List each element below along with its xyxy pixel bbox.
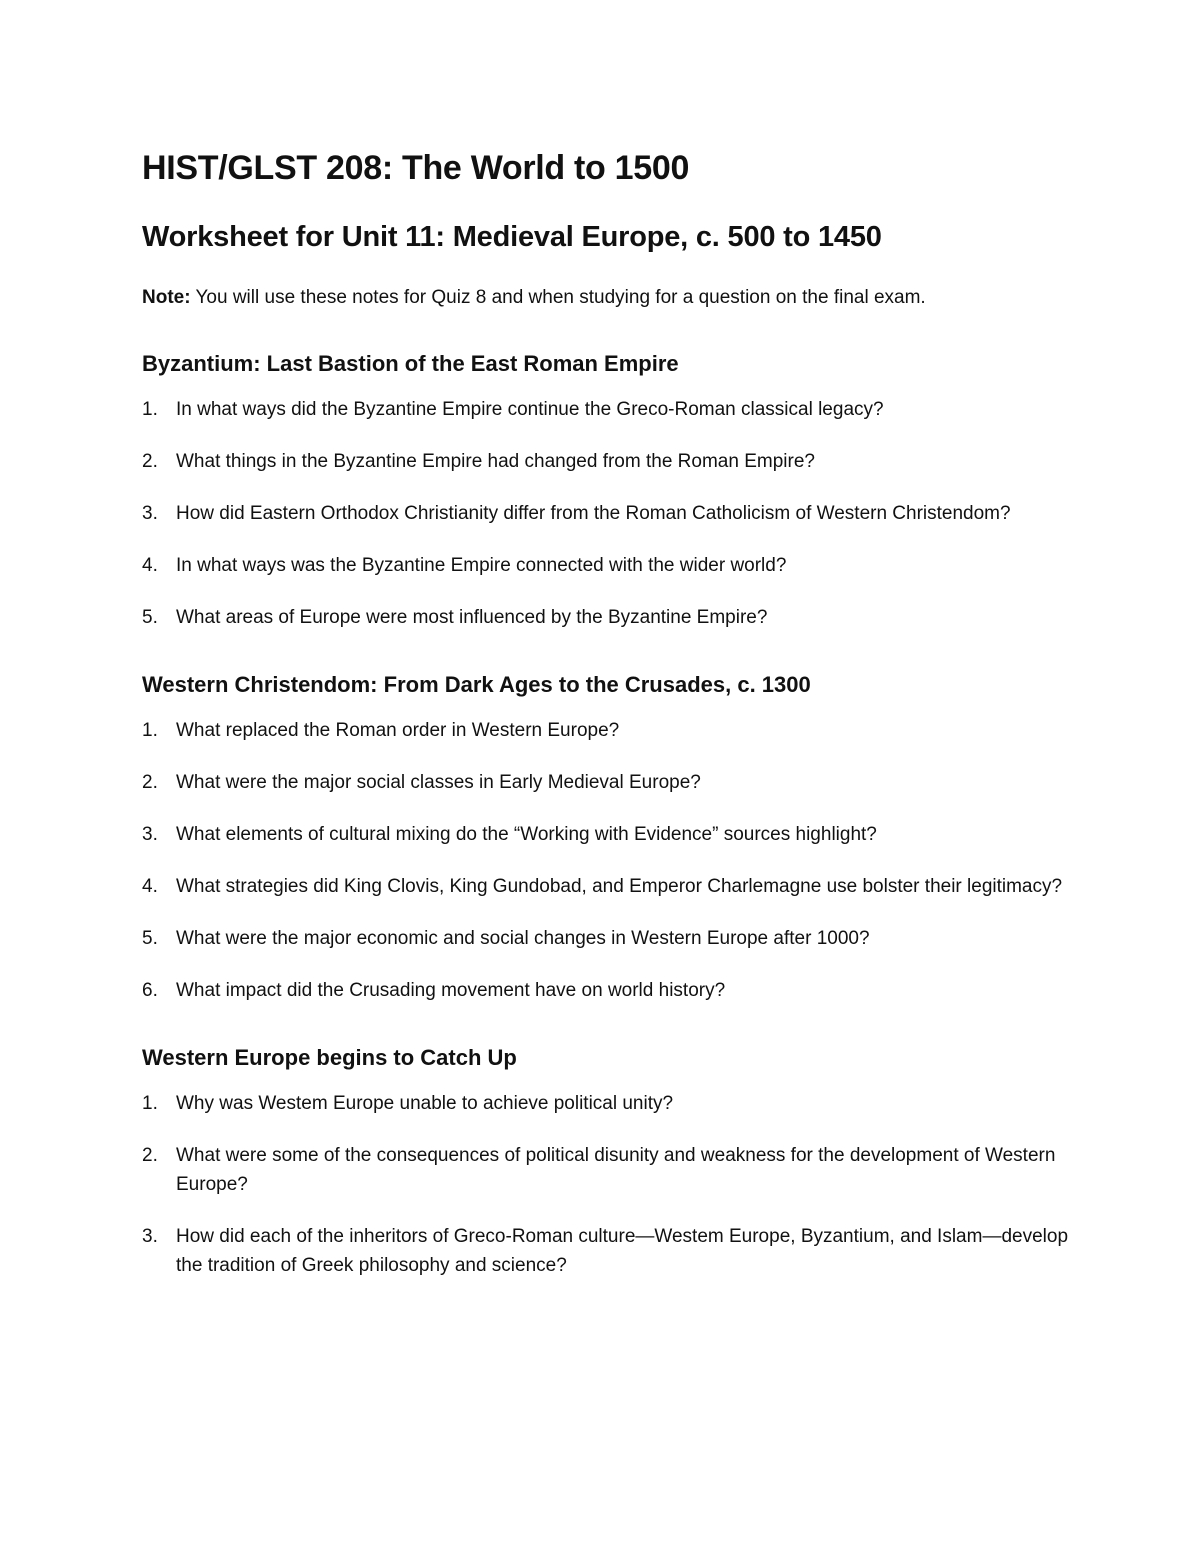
question-item — [142, 551, 1080, 580]
question-text: What areas of Europe were most influenced by the Byzantine Empire? — [176, 607, 768, 628]
note-text: You will use these notes for Quiz 8 and when studying for a question on the final exam. — [190, 287, 926, 308]
question-list — [142, 1089, 1080, 1280]
question-number: 3. — [142, 1226, 158, 1247]
question-text: What were the major economic and social changes in Western Europe after 1000? — [176, 928, 870, 949]
question-item — [142, 395, 1080, 424]
question-number: 3. — [142, 824, 158, 845]
document-title: HIST/GLST 208: The World to 1500 — [142, 149, 690, 187]
section-heading: Western Christendom: From Dark Ages to the Crusades, c. 1300 — [142, 672, 811, 697]
question-number: 1. — [142, 1093, 158, 1114]
question-number: 4. — [142, 555, 158, 576]
question-number: 2. — [142, 451, 158, 472]
question-item — [142, 976, 1080, 1005]
question-number: 5. — [142, 607, 158, 628]
question-item — [142, 872, 1080, 901]
question-item — [142, 1222, 1080, 1280]
section-western-europe-catch-up — [142, 1043, 1080, 1280]
question-text: In what ways did the Byzantine Empire continue the Greco-Roman classical legacy? — [176, 399, 884, 420]
question-item — [142, 603, 1080, 632]
note-label: Note: — [142, 287, 191, 308]
question-text: What things in the Byzantine Empire had changed from the Roman Empire? — [176, 451, 815, 472]
question-text: How did Eastern Orthodox Christianity differ from the Roman Catholicism of Western Christendom? — [176, 503, 1011, 524]
question-number: 4. — [142, 876, 158, 897]
question-number: 3. — [142, 503, 158, 524]
question-item — [142, 1089, 1080, 1118]
section-heading: Byzantium: Last Bastion of the East Roman Empire — [142, 351, 679, 376]
question-number: 2. — [142, 1145, 158, 1166]
question-list — [142, 716, 1080, 1005]
section-western-christendom — [142, 670, 1080, 1005]
question-number: 6. — [142, 980, 158, 1001]
question-text: What strategies did King Clovis, King Gundobad, and Emperor Charlemagne use bolster their legitimacy? — [176, 876, 1063, 897]
note-paragraph — [142, 285, 1080, 311]
document-subtitle: Worksheet for Unit 11: Medieval Europe, c. 500 to 1450 — [142, 221, 882, 253]
section-heading: Western Europe begins to Catch Up — [142, 1045, 517, 1070]
question-number: 1. — [142, 399, 158, 420]
question-text: What impact did the Crusading movement have on world history? — [176, 980, 726, 1001]
question-number: 5. — [142, 928, 158, 949]
question-item — [142, 1141, 1080, 1199]
question-item — [142, 768, 1080, 797]
question-item — [142, 924, 1080, 953]
question-text: In what ways was the Byzantine Empire connected with the wider world? — [176, 555, 787, 576]
question-text: What were some of the consequences of political disunity and weakness for the development of Western Europe? — [176, 1145, 1056, 1195]
question-text: What replaced the Roman order in Western Europe? — [176, 720, 620, 741]
question-text: What elements of cultural mixing do the “Working with Evidence” sources highlight? — [176, 824, 877, 845]
question-item — [142, 716, 1080, 745]
question-text: Why was Westem Europe unable to achieve political unity? — [176, 1093, 674, 1114]
question-text: What were the major social classes in Early Medieval Europe? — [176, 772, 701, 793]
question-number: 1. — [142, 720, 158, 741]
question-item — [142, 820, 1080, 849]
question-list — [142, 395, 1080, 632]
question-item — [142, 447, 1080, 476]
section-byzantium — [142, 349, 1080, 632]
question-text: How did each of the inheritors of Greco-Roman culture—Westem Europe, Byzantium, and Islam—develop the tradition of Greek philosophy and science? — [176, 1226, 1069, 1276]
question-item — [142, 499, 1080, 528]
question-number: 2. — [142, 772, 158, 793]
